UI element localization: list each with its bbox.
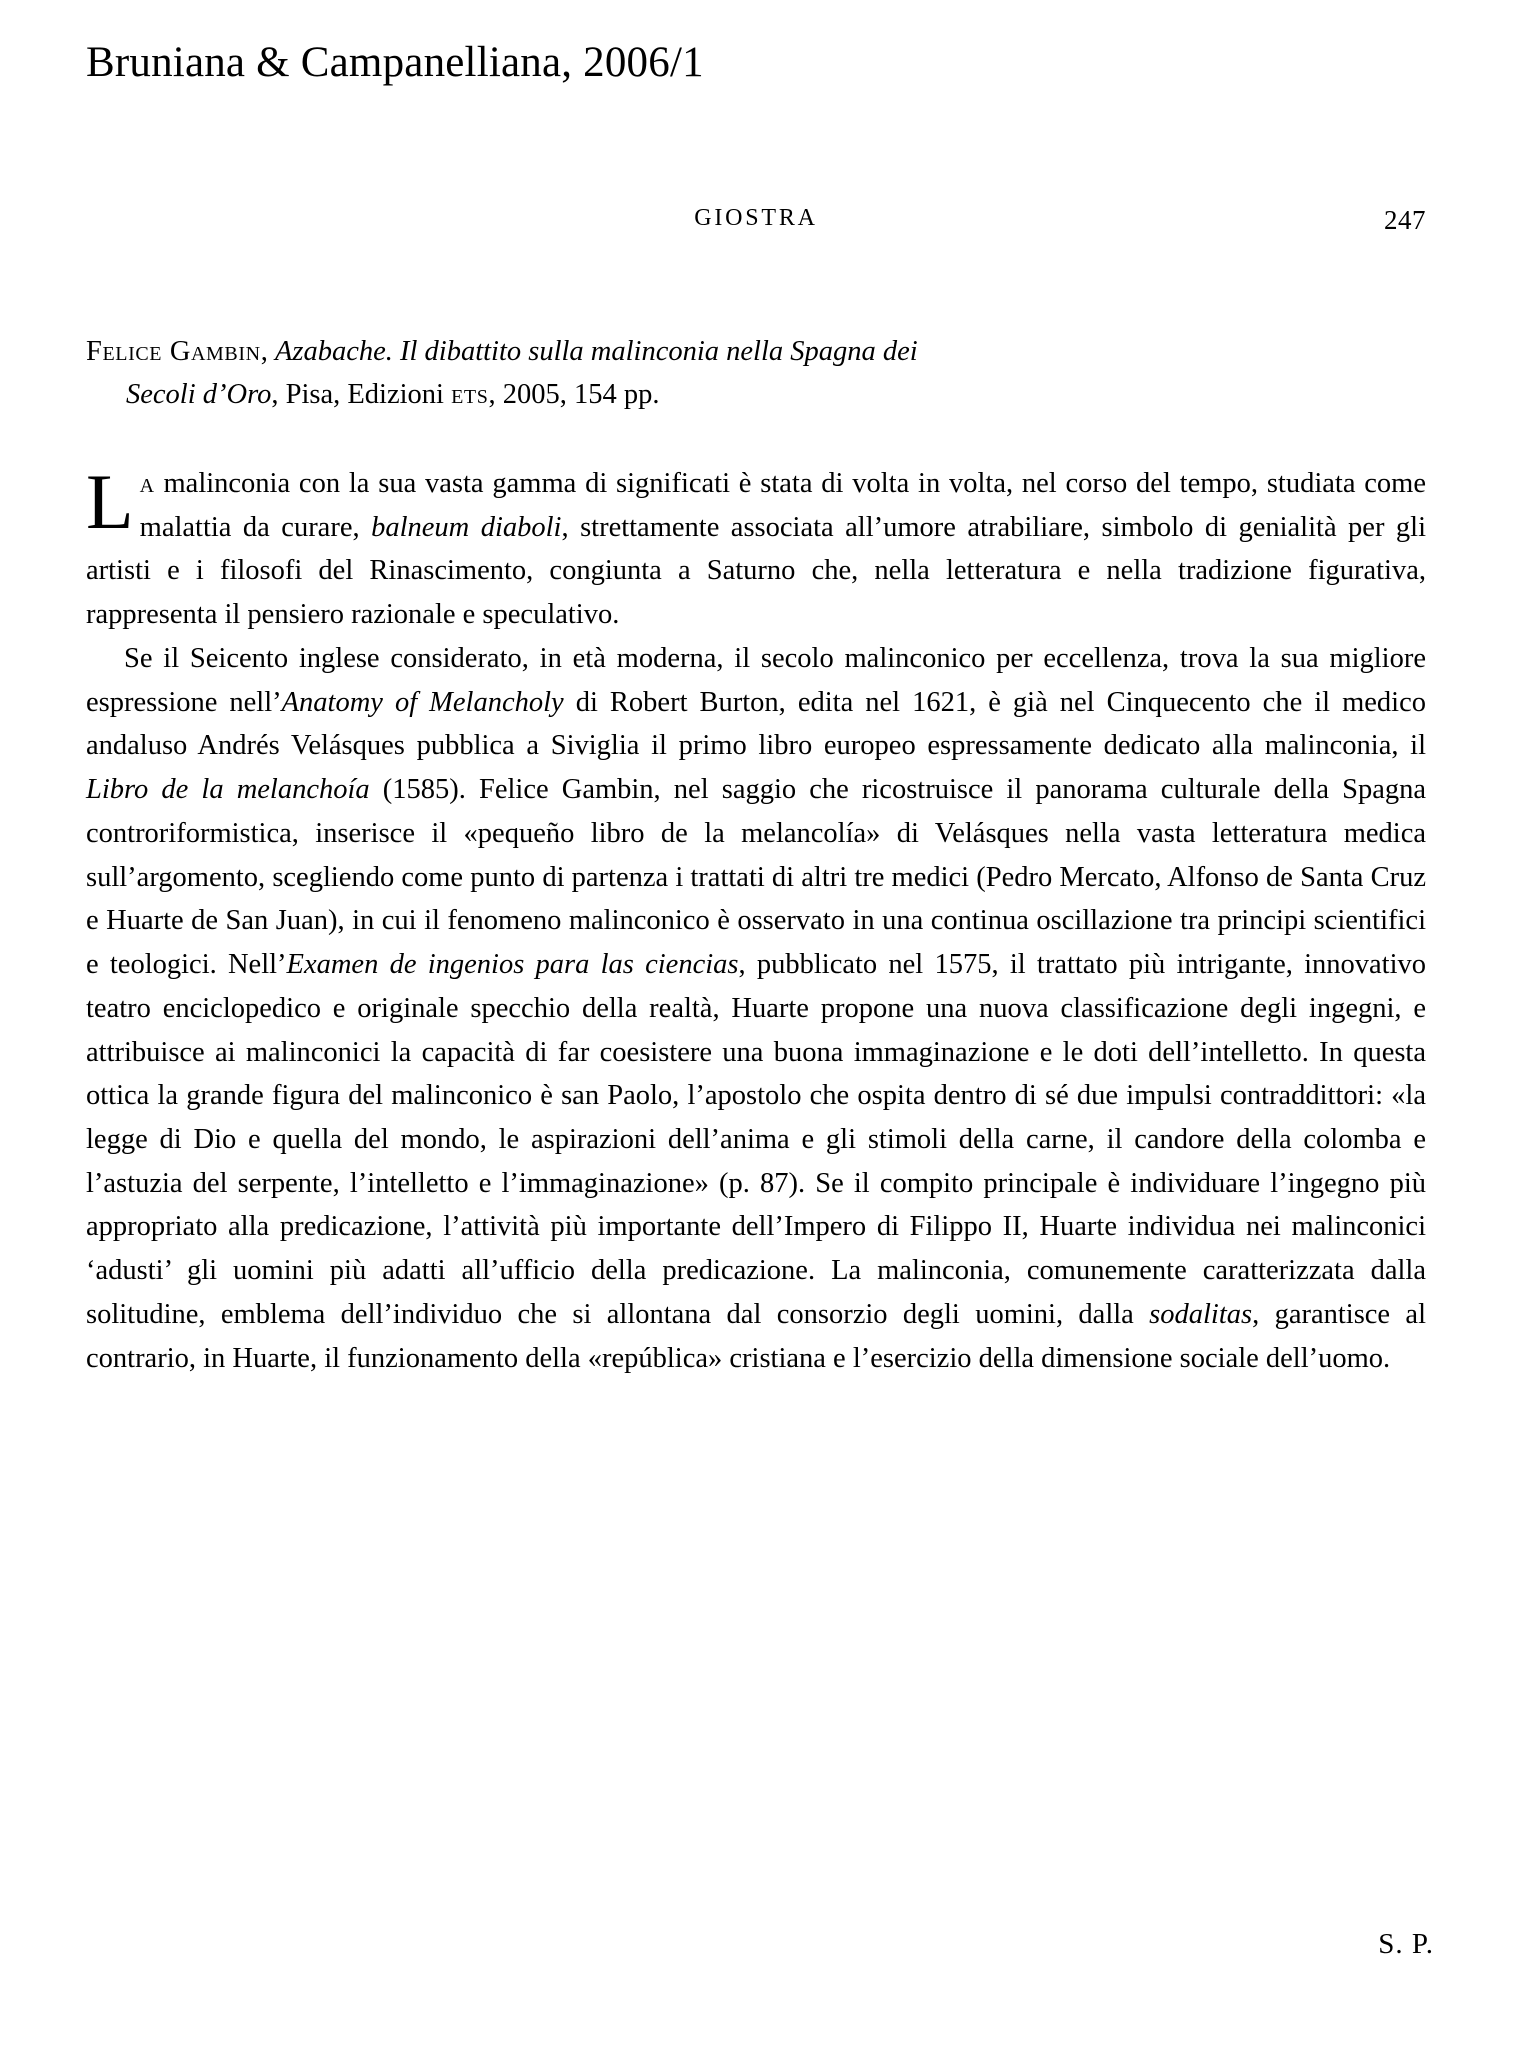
review-imprint-b: , 2005, 154 pp. <box>488 379 660 411</box>
paragraph-2-italic-2: Libro de la melanchoía <box>86 774 370 806</box>
review-title-part1: Azabache. Il dibattito sulla malinconia nella Spagna dei <box>274 336 918 367</box>
paragraph-1-text-a: malinconia con la sua vasta gamma di significati è stata di volta in volta, nel corso del tempo, studiata come malattia da curare, <box>139 468 1426 543</box>
paragraph-1-text-b: , strettamente associata all’umore atrabiliare, simbolo di genialità per gli artisti e i filosofi del Rinascimento, congiunta a Saturno che, nella letteratura e nella tradizione figurativa, rappresenta il pensiero razionale e speculativo. <box>86 511 1427 631</box>
drop-cap: L <box>86 458 134 545</box>
paragraph-1-smallcap: a <box>139 468 155 499</box>
paragraph-2-text-d: , pubblicato nel 1575, il trattato più intrigante, innovativo teatro enciclopedico e originale specchio della realtà, Huarte propone una nuova classificazione degli ingegni, e attribuisce ai malinconici la capacità di far coesistere una buona immaginazione e le doti dell’intelletto. In questa ottica la grande figura del malinconico è san Paolo, l’apostolo che ospita dentro di sé due impulsi contraddittori: «la legge di Dio e quella del mondo, le aspirazioni dell’anima e gli stimoli della carne, il candore della colomba e l’astuzia del serpente, l’intelletto e l’immaginazione» (p. 87). Se il compito principale è individuare l’ingegno più appropriato alla predicazione, l’attività più importante dell’Impero di Filippo II, Huarte individua nei malinconici ‘adusti’ gli uomini più adatti all’ufficio della predicazione. La malinconia, comunemente caratterizzata dalla solitudine, emblema dell’individuo che si allontana dal consorzio degli uomini, dalla <box>86 949 1426 1330</box>
paragraph-2-italic-3: Examen de ingenios para las ciencias <box>286 949 739 981</box>
paragraph-2-text-c: (1585). Felice Gambin, nel saggio che ricostruisce il panorama culturale della Spagna controriformistica, inserisce il «pequeño libro de la melancolía» di Velásques nella vasta letteratura medica sull’argomento, scegliendo come punto di partenza i trattati di altri tre medici (Pedro Mercato, Alfonso de Santa Cruz e Huarte de San Juan), in cui il fenomeno malinconico è osservato in una continua oscillazione tra principi scientifici e teologici. Nell’ <box>86 774 1426 981</box>
running-head-section: GIOSTRA <box>694 205 818 231</box>
body-text <box>86 458 1427 1380</box>
paragraph-2-italic-1: Anatomy of Melancholy <box>281 686 564 718</box>
review-author-comma: , <box>260 336 275 367</box>
running-head <box>86 205 1426 239</box>
book-reference-line2 <box>86 373 1426 416</box>
book-reference <box>86 330 1426 417</box>
page-number: 247 <box>1384 205 1426 235</box>
review-imprint-a: , Pisa, Edizioni <box>271 379 452 411</box>
review-author: Felice Gambin <box>86 336 261 367</box>
paragraph-2-text-e: , garantisce al contrario, in Huarte, il funzionamento della «república» cristiana e l’esercizio della dimensione sociale dell’uomo. <box>86 1298 1426 1374</box>
reviewer-initials: S. P. <box>1378 1928 1434 1960</box>
paragraph-2 <box>86 637 1426 1380</box>
paragraph-1-italic: balneum diaboli <box>371 511 562 543</box>
paragraph-1 <box>86 458 1427 637</box>
paragraph-2-italic-4: sodalitas <box>1149 1298 1253 1330</box>
journal-title: Bruniana & Campanelliana, 2006/1 <box>86 39 704 86</box>
paragraph-2-text-b: di Robert Burton, edita nel 1621, è già nel Cinquecento che il medico andaluso Andrés Velásques pubblica a Siviglia il primo libro europeo espressamente dedicato alla malinconia, il <box>86 686 1426 762</box>
review-title-part2: Secoli d’Oro <box>126 379 272 411</box>
review-publisher: ets <box>451 379 489 411</box>
paragraph-2-text-a: Se il Seicento inglese considerato, in età moderna, il secolo malinconico per eccellenza, trova la sua migliore espressione nell’ <box>86 642 1426 718</box>
